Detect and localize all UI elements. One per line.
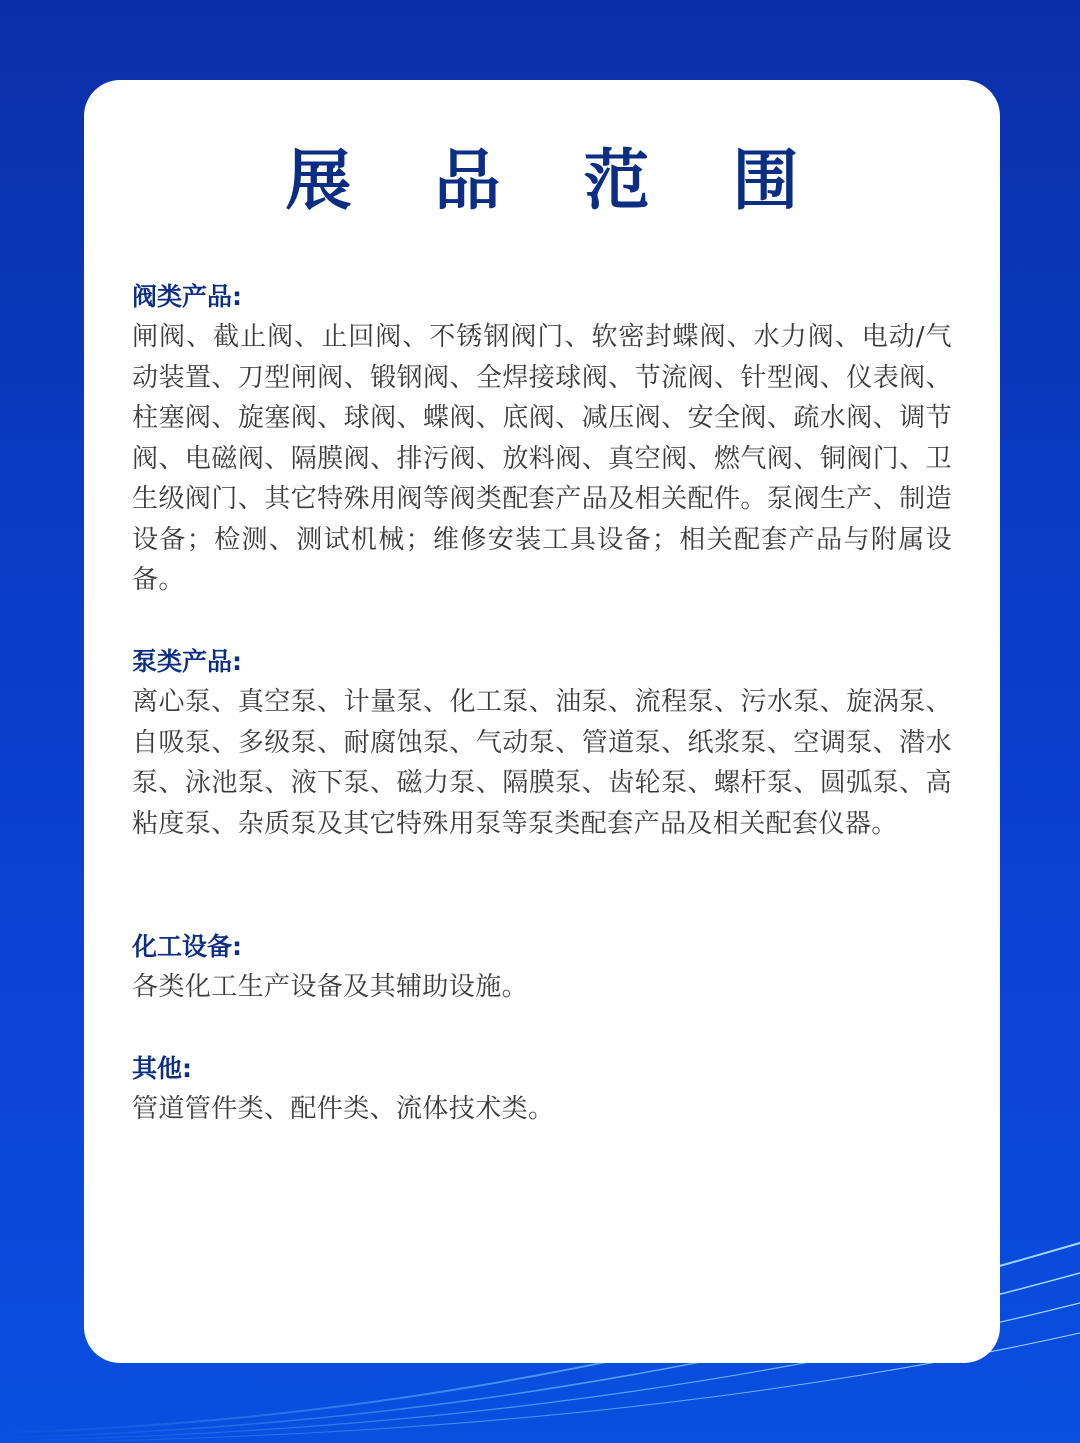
- section-other: [132, 1049, 952, 1130]
- section-body: 管道管件类、配件类、流体技术类。: [132, 1094, 555, 1124]
- section-body: 各类化工生产设备及其辅助设施。: [132, 972, 529, 1002]
- section-valve-products: [132, 277, 952, 601]
- section-body: 闸阀、截止阀、止回阀、不锈钢阀门、软密封蝶阀、水力阀、电动/气动装置、刀型闸阀、锻钢阀、全焊接球阀、节流阀、针型阀、仪表阀、柱塞阀、旋塞阀、球阀、蝶阀、底阀、减压阀、安全阀、疏水阀、调节阀、电磁阀、隔膜阀、排污阀、放料阀、真空阀、燃气阀、铜阀门、卫生级阀门、其它特殊用阀等阀类配套产品及相关配件。泵阀生产、制造设备；检测、测试机械；维修安装工具设备；相关配套产品与附属设备。: [132, 322, 952, 595]
- section-heading: 化工设备:: [132, 932, 242, 961]
- section-heading: 其他:: [132, 1054, 192, 1083]
- section-heading: 泵类产品:: [132, 647, 242, 676]
- section-chemical-equipment: [132, 927, 952, 1008]
- section-body: 离心泵、真空泵、计量泵、化工泵、油泵、流程泵、污水泵、旋涡泵、自吸泵、多级泵、耐腐蚀泵、气动泵、管道泵、纸浆泵、空调泵、潜水泵、泳池泵、液下泵、磁力泵、隔膜泵、齿轮泵、螺杆泵、圆弧泵、高粘度泵、杂质泵及其它特殊用泵等泵类配套产品及相关配套仪器。: [132, 687, 952, 839]
- content-card: [84, 80, 1000, 1363]
- section-pump-products: [132, 642, 952, 844]
- section-heading: 阀类产品:: [132, 282, 242, 311]
- page-title: 展 品 范 围: [285, 141, 829, 219]
